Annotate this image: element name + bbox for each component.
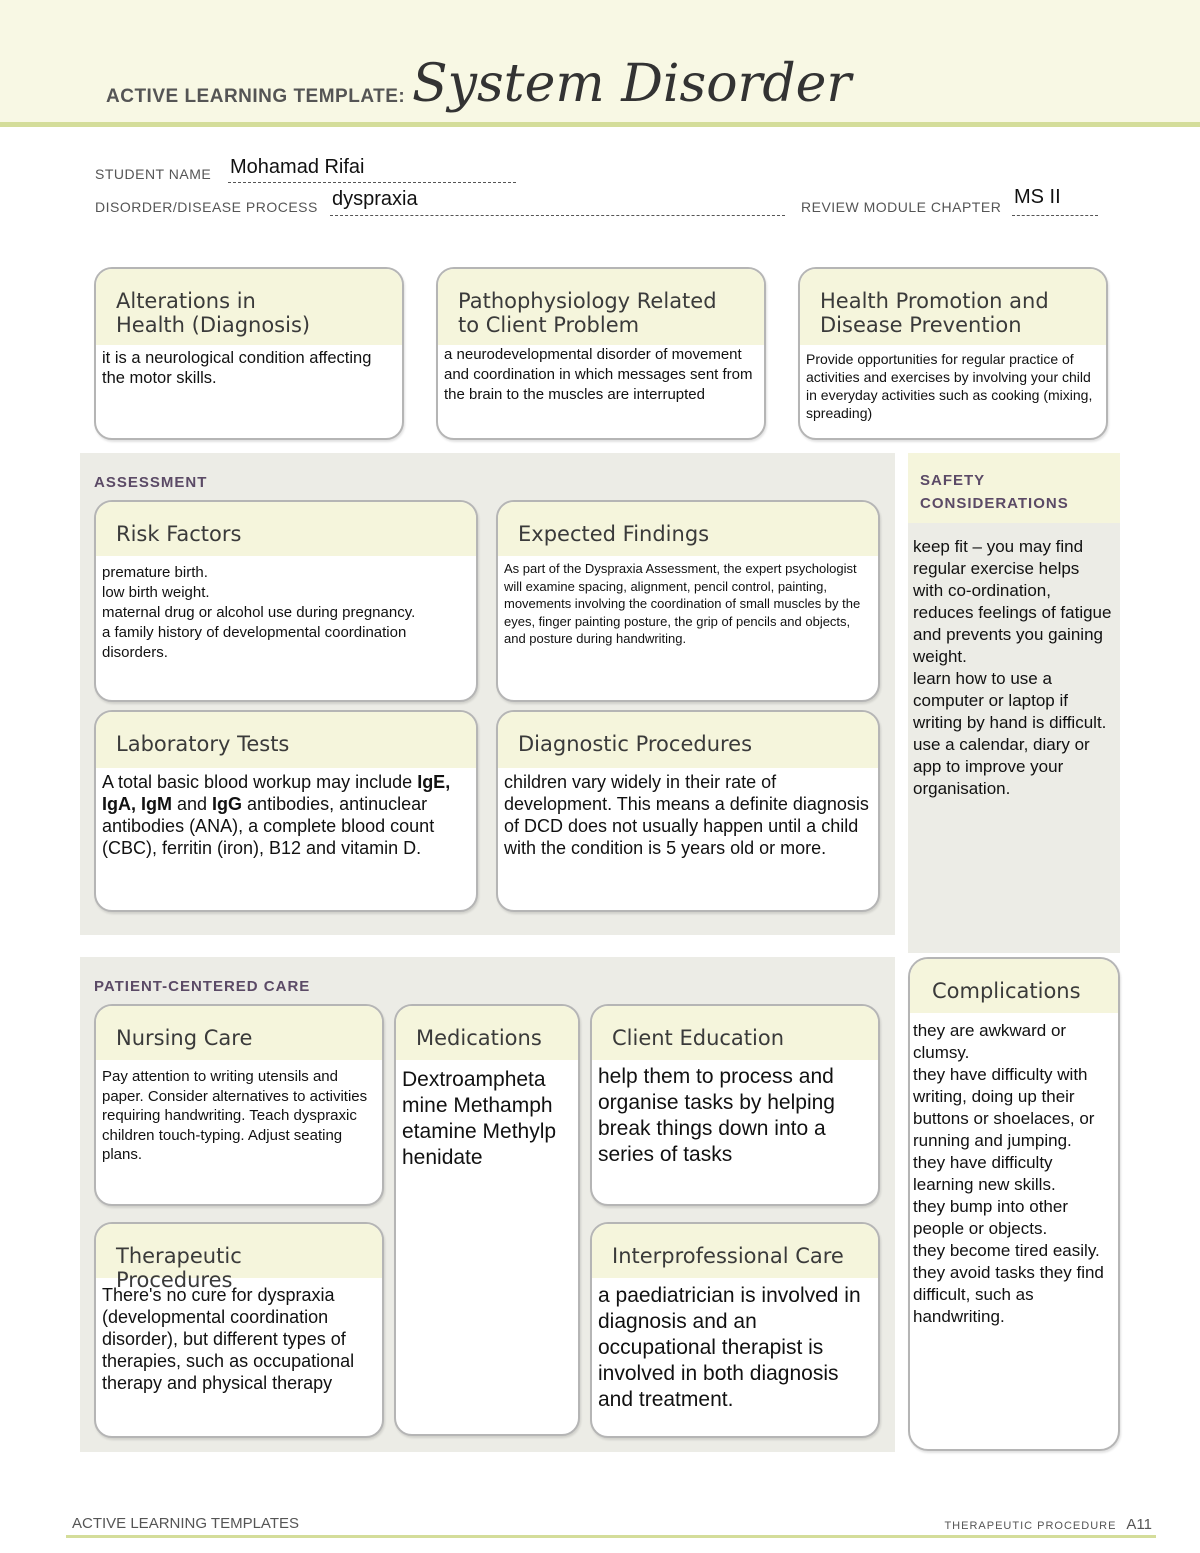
complications-header: Complications bbox=[910, 959, 1118, 1013]
health-promotion-box bbox=[798, 267, 1108, 440]
medications-box bbox=[394, 1004, 580, 1436]
complication-item: they bump into other people or objects. bbox=[913, 1197, 1068, 1238]
disorder-value: dyspraxia bbox=[332, 188, 418, 210]
alterations-box bbox=[94, 267, 404, 440]
lab-text-part: A total basic blood workup may include bbox=[102, 772, 418, 792]
header-rule bbox=[0, 122, 1200, 127]
complication-item: they have difficulty learning new skills. bbox=[913, 1153, 1056, 1194]
disorder-label: DISORDER/DISEASE PROCESS bbox=[95, 199, 318, 215]
patient-care-title: PATIENT-CENTERED CARE bbox=[94, 978, 311, 995]
client-education-box bbox=[590, 1004, 880, 1206]
chapter-label: REVIEW MODULE CHAPTER bbox=[801, 199, 1002, 215]
expected-findings-header: Expected Findings bbox=[498, 502, 878, 556]
footer-right bbox=[944, 1516, 1152, 1533]
client-education-text: help them to process and organise tasks by helping break things down into a series of tasks bbox=[598, 1065, 835, 1166]
assessment-title: ASSESSMENT bbox=[94, 474, 208, 491]
expected-findings-text: As part of the Dyspraxia Assessment, the expert psychologist will examine spacing, alignment, pencil control, painting, movements involving the coordination of small muscles by the eyes, finger painting posture, the grip of pencils and objects, and posture during handwriting. bbox=[504, 561, 861, 646]
laboratory-tests-text bbox=[96, 768, 476, 863]
risk-factor-item: low birth weight. bbox=[102, 584, 210, 601]
lab-text-part: antibodies, antinuclear antibodies (ANA), a complete blood count (CBC), ferritin (iron), B12 and vitamin D. bbox=[102, 794, 435, 858]
risk-factor-item: maternal drug or alcohol use during pregnancy. bbox=[102, 604, 416, 621]
safety-item: learn how to use a computer or laptop if writing by hand is difficult. bbox=[913, 669, 1107, 732]
complication-item: they have difficulty with writing, doing up their buttons or shoelaces, or running and jumping. bbox=[913, 1065, 1095, 1150]
footer-section-label: THERAPEUTIC PROCEDURE bbox=[944, 1520, 1117, 1532]
risk-factor-item: premature birth. bbox=[102, 564, 208, 581]
pathophysiology-title-2: to Client Problem bbox=[458, 313, 640, 337]
health-promotion-title-2: Disease Prevention bbox=[820, 313, 1022, 337]
medications-text: Dextroamphetamine Methamphetamine Methylphenidate bbox=[402, 1068, 557, 1169]
complication-item: they become tired easily. bbox=[913, 1241, 1100, 1260]
alterations-title-2: Health (Diagnosis) bbox=[116, 313, 311, 337]
lab-text-bold: IgG bbox=[212, 794, 243, 814]
interprofessional-care-box bbox=[590, 1222, 880, 1438]
footer-left-label: ACTIVE LEARNING TEMPLATES bbox=[72, 1515, 299, 1532]
nursing-care-header: Nursing Care bbox=[96, 1006, 382, 1060]
pathophysiology-text: a neurodevelopmental disorder of movement and coordination in which messages sent from the brain to the muscles are interrupted bbox=[444, 346, 753, 403]
health-promotion-title-1: Health Promotion and bbox=[820, 289, 1049, 313]
alterations-header bbox=[96, 269, 402, 345]
therapeutic-procedures-header: Therapeutic Procedures bbox=[96, 1224, 382, 1278]
interprofessional-care-text: a paediatrician is involved in diagnosis and an occupational therapist is involved in both diagnosis and treatment. bbox=[598, 1284, 861, 1411]
complications-box bbox=[908, 957, 1120, 1451]
safety-text bbox=[913, 536, 1113, 800]
diagnostic-procedures-header: Diagnostic Procedures bbox=[498, 712, 878, 768]
nursing-care-box bbox=[94, 1004, 384, 1206]
complication-item: they avoid tasks they find difficult, such as handwriting. bbox=[913, 1263, 1104, 1326]
risk-factors-box bbox=[94, 500, 478, 702]
nursing-care-text: Pay attention to writing utensils and paper. Consider alternatives to activities requiring handwriting. Teach dyspraxic children touch-typing. Adjust seating plans. bbox=[102, 1068, 368, 1163]
laboratory-tests-box bbox=[94, 710, 478, 912]
therapeutic-procedures-box bbox=[94, 1222, 384, 1438]
complication-item: they are awkward or clumsy. bbox=[913, 1021, 1067, 1062]
student-name-label: STUDENT NAME bbox=[95, 166, 212, 182]
student-name-field[interactable] bbox=[228, 156, 516, 183]
complications-text bbox=[910, 1013, 1118, 1328]
chapter-field[interactable] bbox=[1012, 186, 1098, 216]
risk-factors-header: Risk Factors bbox=[96, 502, 476, 556]
safety-header bbox=[908, 453, 1120, 523]
laboratory-tests-header: Laboratory Tests bbox=[96, 712, 476, 768]
interprofessional-care-header: Interprofessional Care bbox=[592, 1224, 878, 1278]
pathophysiology-box bbox=[436, 267, 766, 440]
health-promotion-header bbox=[800, 269, 1106, 345]
pathophysiology-title-1: Pathophysiology Related bbox=[458, 289, 717, 313]
safety-item: keep fit – you may find regular exercise helps with co-ordination, reduces feelings of fatigue and prevents you gaining weight. bbox=[913, 537, 1112, 666]
therapeutic-procedures-text: There's no cure for dyspraxia (developmental coordination disorder), but different types of therapies, such as occupational therapy and physical therapy bbox=[102, 1285, 355, 1393]
page-title: System Disorder bbox=[412, 54, 852, 114]
alterations-text: it is a neurological condition affecting the motor skills. bbox=[102, 349, 372, 387]
safety-title-1: SAFETY bbox=[920, 472, 986, 489]
lab-text-part: and bbox=[172, 794, 213, 814]
diagnostic-procedures-box bbox=[496, 710, 880, 912]
alterations-title-1: Alterations in bbox=[116, 289, 256, 313]
safety-title-2: CONSIDERATIONS bbox=[920, 495, 1069, 512]
safety-item: use a calendar, diary or app to improve your organisation. bbox=[913, 735, 1090, 798]
template-label: ACTIVE LEARNING TEMPLATE: bbox=[106, 86, 406, 107]
lab-text-bold: IgE, IgA, IgM bbox=[102, 772, 451, 814]
disorder-field[interactable] bbox=[330, 188, 785, 216]
health-promotion-text: Provide opportunities for regular practice of activities and exercises by involving your child in everyday activities such as cooking (mixing, spreading) bbox=[806, 351, 1093, 421]
student-name-value: Mohamad Rifai bbox=[230, 156, 365, 178]
diagnostic-procedures-text: children vary widely in their rate of development. This means a definite diagnosis of DCD does not usually happen until a child with the condition is 5 years old or more. bbox=[504, 772, 869, 858]
expected-findings-box bbox=[496, 500, 880, 702]
risk-factors-list bbox=[96, 556, 476, 667]
medications-header: Medications bbox=[396, 1006, 578, 1060]
footer-rule bbox=[66, 1535, 1156, 1538]
pathophysiology-header bbox=[438, 269, 764, 345]
footer-page-number: A11 bbox=[1126, 1516, 1152, 1533]
risk-factor-item: a family history of developmental coordination disorders. bbox=[102, 624, 407, 661]
chapter-value: MS II bbox=[1014, 186, 1061, 208]
client-education-header: Client Education bbox=[592, 1006, 878, 1060]
